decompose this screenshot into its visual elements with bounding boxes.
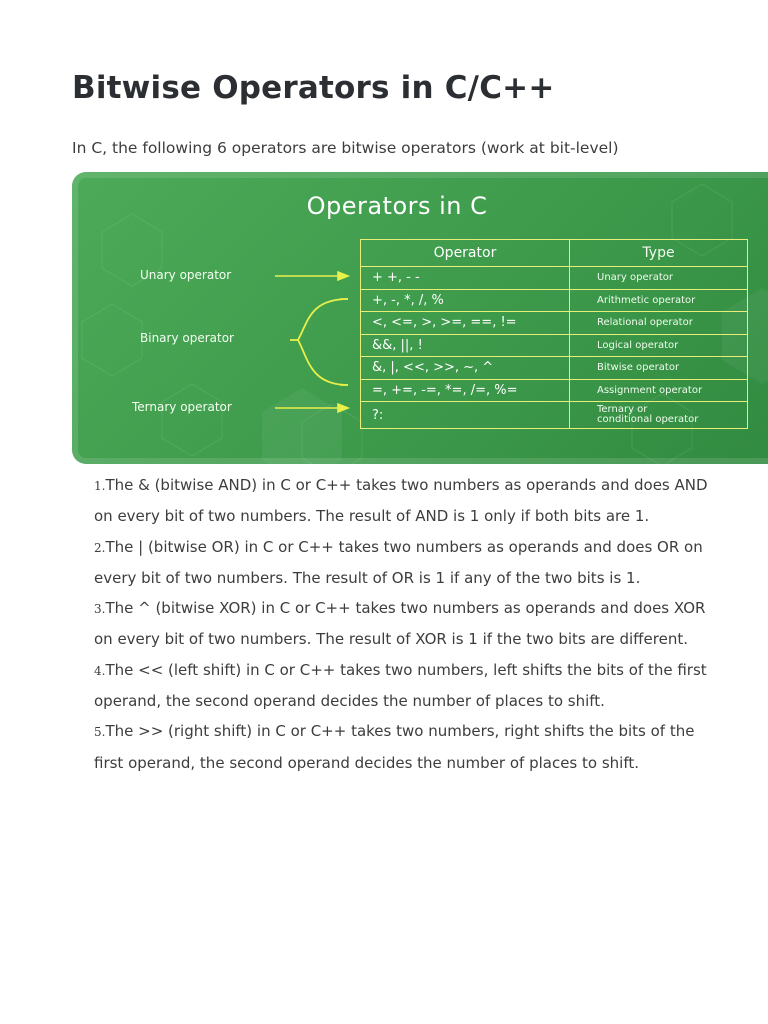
- table-row: [361, 357, 748, 380]
- table-row: [361, 402, 748, 429]
- item-text: The << (left shift) in C or C++ takes two numbers, left shifts the bits of the first operand, the second operand decides the number of places to shift.: [94, 660, 707, 711]
- item-number: 3.: [94, 602, 106, 617]
- item-text: The | (bitwise OR) in C or C++ takes two numbers as operands and does OR on every bit of two numbers. The result of OR is 1 if any of the two bits is 1.: [94, 537, 703, 587]
- binary-operator-label: Binary operator: [140, 331, 234, 345]
- item-text: The >> (right shift) in C or C++ takes two numbers, right shifts the bits of the first operand, the second operand decides the number of places to shift.: [94, 722, 695, 772]
- item-number: 1.: [94, 479, 106, 493]
- type-cell: Unary operator: [570, 267, 748, 290]
- item-number: 2.: [94, 540, 106, 555]
- column-header-type: Type: [570, 240, 748, 267]
- table-row: [361, 289, 748, 312]
- operator-cell: <, <=, >, >=, ==, !=: [361, 312, 570, 335]
- table-row: [361, 379, 748, 402]
- table-row: [361, 312, 748, 335]
- type-line-2: conditional operator: [597, 414, 699, 425]
- list-item: [94, 655, 714, 717]
- ternary-operator-label: Ternary operator: [132, 400, 232, 414]
- list-item: [94, 716, 714, 778]
- operators-table: [360, 239, 748, 429]
- list-item: [94, 593, 714, 655]
- table-row: [361, 267, 748, 290]
- operator-cell: ?:: [361, 402, 570, 429]
- operator-descriptions: [94, 470, 714, 778]
- column-header-operator: Operator: [361, 240, 570, 267]
- operator-cell: +, -, *, /, %: [361, 289, 570, 312]
- item-number: 5.: [94, 725, 106, 740]
- item-text: The & (bitwise AND) in C or C++ takes two numbers as operands and does AND on every bit of two numbers. The result of AND is 1 only if both bits are 1.: [94, 476, 708, 526]
- type-cell: Bitwise operator: [570, 357, 748, 380]
- operators-figure: [72, 172, 768, 464]
- list-item: [94, 532, 714, 594]
- unary-operator-label: Unary operator: [140, 268, 232, 282]
- type-cell: Assignment operator: [570, 379, 748, 402]
- type-cell: Logical operator: [570, 334, 748, 357]
- list-item: [94, 470, 714, 532]
- intro-text: In C, the following 6 operators are bitwise operators (work at bit-level): [72, 139, 619, 157]
- operator-cell: &&, ||, !: [361, 334, 570, 357]
- operator-cell: &, |, <<, >>, ~, ^: [361, 357, 570, 380]
- table-row: [361, 334, 748, 357]
- item-number: 4.: [94, 663, 106, 678]
- type-cell: Arithmetic operator: [570, 289, 748, 312]
- type-cell: Relational operator: [570, 312, 748, 335]
- item-text: The ^ (bitwise XOR) in C or C++ takes two numbers as operands and does XOR on every bit of two numbers. The result of XOR is 1 if the two bits are different.: [94, 599, 706, 649]
- figure-title: Operators in C: [306, 192, 488, 220]
- page-title: Bitwise Operators in C/C++: [72, 70, 555, 106]
- table-header-row: [361, 240, 748, 267]
- operator-cell: =, +=, -=, *=, /=, %=: [361, 379, 570, 402]
- type-line-1: Ternary or: [597, 404, 648, 415]
- type-cell: [570, 402, 748, 429]
- operator-cell: + +, - -: [361, 267, 570, 290]
